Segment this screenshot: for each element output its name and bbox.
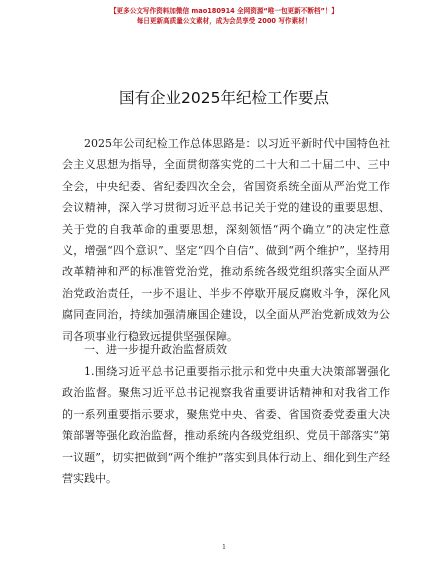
- intro-paragraph: 2025年公司纪检工作总体思路是：以习近平新时代中国特色社会主义思想为指导，全面贯彻落实党的二十大和二十届二中、三中全会，中央纪委、省纪委四次全会，省国资系统全面从严治党工作会议精神，深入学习贯彻习近平总书记关于党的建设的重要思想、关于党的自我革命的重要思想，深刻领悟“两个确立”的决定性意义，增强“四个意识”、坚定“四个自信”、做到“两个维护”，坚持用改革精神和严的标准管党治党，推动系统各级党组织落实全面从严治党政治责任，一步不退让、半步不停歇开展反腐败斗争，深化风腐同查同治，持续加强清廉国企建设，以全面从严治党新成效为公司各项事业行稳致远提供坚强保障。: [62, 137, 390, 343]
- promo-banner-line-1: 【更多公文写作资料加微信 mao180914 全网资源“唯一包更新不断档”！】: [109, 7, 339, 15]
- promo-banner-line-2: 每日更新高质量公文素材，成为会员享受 2000 写作素材！: [136, 17, 312, 25]
- section-heading-1: 一、进一步提升政治监督质效: [84, 343, 227, 356]
- document-title: 国有企业2025年纪检工作要点: [119, 89, 329, 107]
- page-number: 1: [222, 544, 226, 551]
- section-1-paragraph-1: 1.围绕习近平总书记重要指示批示和党中央重大决策部署强化政治监督。聚焦习近平总书记视察我省重要讲话精神和对我省工作的一系列重要指示要求，聚焦党中央、省委、省国资委党委重大决策部署等强化政治监督，推动系统内各级党组织、党员干部落实“第一议题”，切实把做到“两个维护”落实到具体行动上、细化到生产经营实践中。: [62, 365, 390, 486]
